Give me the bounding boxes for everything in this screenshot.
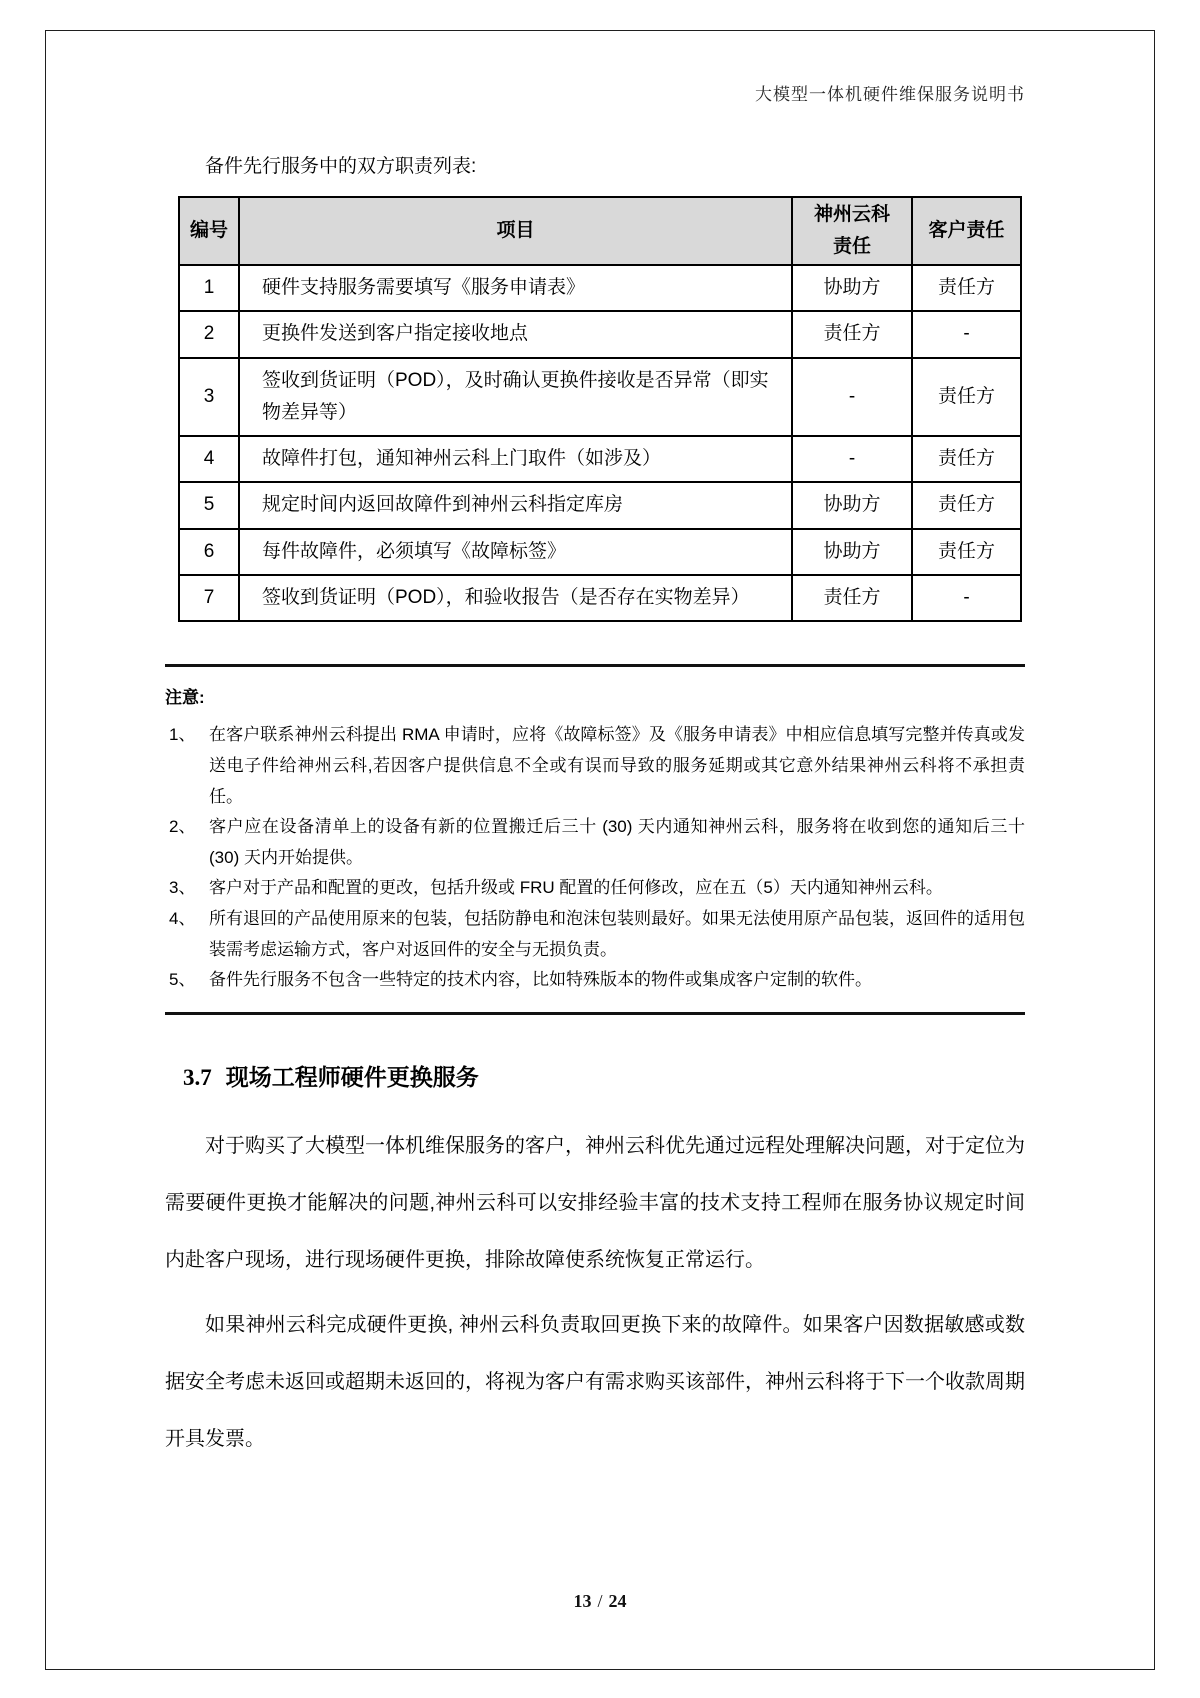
note-text: 在客户联系神州云科提出 RMA 申请时，应将《故障标签》及《服务申请表》中相应信息填写完整并传真或发送电子件给神州云科,若因客户提供信息不全或有误而导致的服务延期或其它意外结果神州云科将不承担责任。 xyxy=(209,725,1025,806)
note-item xyxy=(165,720,1025,812)
note-number: 2、 xyxy=(169,817,196,837)
cell-item: 规定时间内返回故障件到神州云科指定库房 xyxy=(239,482,792,528)
cell-item: 每件故障件，必须填写《故障标签》 xyxy=(239,529,792,575)
table-intro-text: 备件先行服务中的双方职责列表: xyxy=(205,156,477,177)
note-number: 3、 xyxy=(169,878,196,898)
cell-number: 7 xyxy=(179,575,239,621)
cell-vendor: 责任方 xyxy=(792,311,912,357)
page-number-separator: / xyxy=(597,1591,603,1611)
note-text: 备件先行服务不包含一些特定的技术内容，比如特殊版本的物件或集成客户定制的软件。 xyxy=(209,970,872,990)
table-row xyxy=(179,265,1021,311)
cell-vendor: 协助方 xyxy=(792,265,912,311)
cell-customer: 责任方 xyxy=(912,436,1021,482)
responsibility-table xyxy=(178,196,1022,622)
cell-item: 硬件支持服务需要填写《服务申请表》 xyxy=(239,265,792,311)
cell-vendor: - xyxy=(792,436,912,482)
cell-customer: - xyxy=(912,311,1021,357)
page-content xyxy=(165,0,1025,1468)
note-text: 客户对于产品和配置的更改，包括升级或 FRU 配置的任何修改，应在五（5）天内通知神州云科。 xyxy=(209,878,943,898)
header-cell-number: 编号 xyxy=(179,197,239,265)
cell-customer: - xyxy=(912,575,1021,621)
note-item xyxy=(165,904,1025,965)
note-text: 所有退回的产品使用原来的包装，包括防静电和泡沫包装则最好。如果无法使用原产品包装，返回件的适用包装需考虑运输方式，客户对返回件的安全与无损负责。 xyxy=(209,908,1025,959)
cell-customer: 责任方 xyxy=(912,529,1021,575)
section-title: 现场工程师硬件更换服务 xyxy=(225,1063,479,1090)
body-paragraph: 如果神州云科完成硬件更换, 神州云科负责取回更换下来的故障件。如果客户因数据敏感或数据安全考虑未返回或超期未返回的，将视为客户有需求购买该部件，神州云科将于下一个收款周期开具发票。 xyxy=(165,1313,1025,1450)
horizontal-rule xyxy=(165,664,1025,667)
cell-customer: 责任方 xyxy=(912,482,1021,528)
section-number: 3.7 xyxy=(183,1064,212,1090)
note-number: 5、 xyxy=(169,970,196,990)
note-number: 4、 xyxy=(169,908,196,928)
running-header: 大模型一体机硬件维保服务说明书 xyxy=(755,85,1025,104)
note-item xyxy=(165,812,1025,873)
table-row xyxy=(179,311,1021,357)
cell-item: 更换件发送到客户指定接收地点 xyxy=(239,311,792,357)
body-paragraph: 对于购买了大模型一体机维保服务的客户，神州云科优先通过远程处理解决问题，对于定位为需要硬件更换才能解决的问题,神州云科可以安排经验丰富的技术支持工程师在服务协议规定时间内赴客户现场，进行现场硬件更换，排除故障使系统恢复正常运行。 xyxy=(165,1134,1025,1271)
table-row xyxy=(179,575,1021,621)
page-footer xyxy=(0,1591,1200,1612)
cell-vendor: 协助方 xyxy=(792,482,912,528)
cell-vendor: - xyxy=(792,358,912,437)
table-header-row xyxy=(179,197,1021,265)
cell-item: 签收到货证明（POD），和验收报告（是否存在实物差异） xyxy=(239,575,792,621)
note-text: 客户应在设备清单上的设备有新的位置搬迁后三十 (30) 天内通知神州云科，服务将在收到您的通知后三十 (30) 天内开始提供。 xyxy=(209,817,1025,867)
section-heading xyxy=(165,1059,1025,1092)
page-number-total: 24 xyxy=(608,1591,627,1611)
cell-item: 签收到货证明（POD），及时确认更换件接收是否异常（即实物差异等） xyxy=(239,358,792,437)
cell-vendor: 协助方 xyxy=(792,529,912,575)
table-row xyxy=(179,529,1021,575)
cell-item: 故障件打包，通知神州云科上门取件（如涉及） xyxy=(239,436,792,482)
table-row xyxy=(179,436,1021,482)
table-row xyxy=(179,482,1021,528)
cell-number: 5 xyxy=(179,482,239,528)
cell-number: 2 xyxy=(179,311,239,357)
page-number-current: 13 xyxy=(573,1591,592,1611)
cell-customer: 责任方 xyxy=(912,265,1021,311)
header-cell-customer-responsibility: 客户责任 xyxy=(912,197,1021,265)
notes-label: 注意: xyxy=(165,688,205,708)
cell-number: 4 xyxy=(179,436,239,482)
cell-number: 3 xyxy=(179,358,239,437)
note-item xyxy=(165,965,1025,996)
note-item xyxy=(165,873,1025,904)
horizontal-rule xyxy=(165,1012,1025,1015)
cell-number: 1 xyxy=(179,265,239,311)
cell-number: 6 xyxy=(179,529,239,575)
header-cell-vendor-responsibility: 神州云科 责任 xyxy=(792,197,912,265)
table-row xyxy=(179,358,1021,437)
cell-customer: 责任方 xyxy=(912,358,1021,437)
note-number: 1、 xyxy=(169,725,196,745)
cell-vendor: 责任方 xyxy=(792,575,912,621)
header-cell-item: 项目 xyxy=(239,197,792,265)
notes-list xyxy=(165,720,1025,995)
